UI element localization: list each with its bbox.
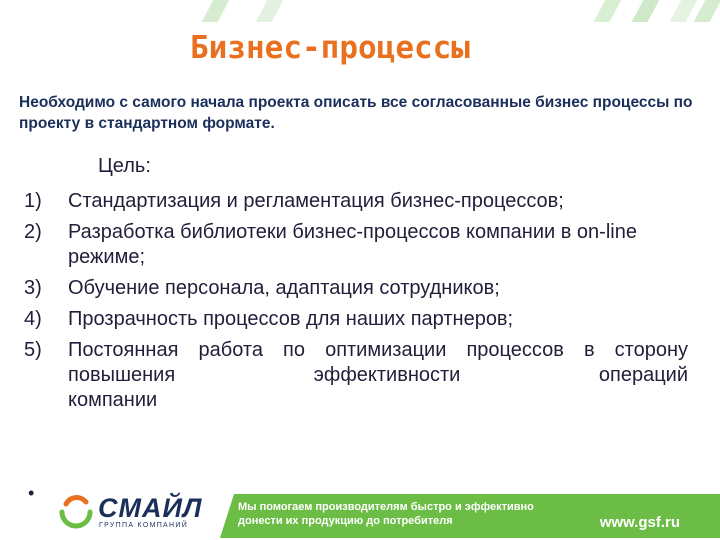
footer xyxy=(0,490,720,540)
list-item-text: Стандартизация и регламентация бизнес-процессов; xyxy=(68,190,564,212)
smile-logo-icon xyxy=(56,490,96,530)
intro-text: Необходимо с самого начала проекта описать все согласованные бизнес процессы по проекту в стандартном формате. xyxy=(19,94,693,132)
top-decorative-stripes xyxy=(0,0,720,22)
logo-text: СМАЙЛ xyxy=(98,493,203,523)
list-item xyxy=(24,307,688,332)
list-item-text xyxy=(68,338,688,413)
list-number: 2) xyxy=(24,221,42,243)
list-item xyxy=(24,338,688,413)
empty-bullet: • xyxy=(28,483,35,503)
list-item-text-main: Постоянная работа по оптимизации процессов в сторону повышения эффективности операций xyxy=(68,339,688,386)
list-item-text: Обучение персонала, адаптация сотрудников; xyxy=(68,277,500,299)
logo-subtitle: ГРУППА КОМПАНИЙ xyxy=(99,522,189,529)
list-item xyxy=(24,220,688,270)
slide-title: Бизнес-процессы xyxy=(190,30,470,66)
list-number: 4) xyxy=(24,308,42,330)
list-item-text: Прозрачность процессов для наших партнеров; xyxy=(68,308,514,330)
footer-slogan: Мы помогаем производителям быстро и эффективно донести их продукцию до потребителя xyxy=(238,501,534,527)
website-link[interactable]: www.gsf.ru xyxy=(599,514,680,531)
list-number: 5) xyxy=(24,339,42,361)
goal-label: Цель: xyxy=(98,155,151,177)
goals-list xyxy=(24,189,688,419)
list-item-text: Разработка библиотеки бизнес-процессов компании в on-line режиме; xyxy=(68,221,637,268)
list-item xyxy=(24,276,688,301)
list-item xyxy=(24,189,688,214)
list-item-text-tail: компании xyxy=(68,389,158,411)
list-number: 1) xyxy=(24,190,42,212)
list-number: 3) xyxy=(24,277,42,299)
